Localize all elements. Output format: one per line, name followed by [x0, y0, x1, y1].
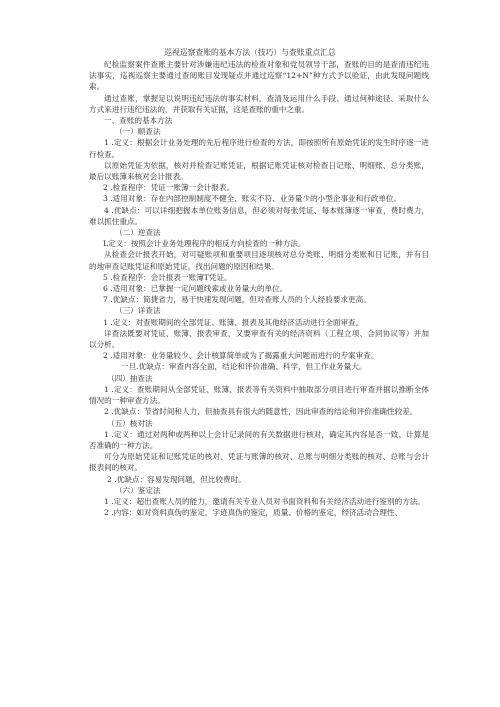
list-item: 2 .优缺点：容易发现问题，但比较费时。 — [107, 474, 246, 484]
list-item: 7 .优缺点：简捷省力，易于快速发现问题，但对查账人员的个人经验要求更高。 — [103, 295, 371, 305]
subsection-heading: （四）抽查法 — [107, 373, 153, 383]
list-item: 1 .定义：对查账期间的全部凭证、账簿、报表及其他经济活动进行全面审查。 — [103, 317, 364, 327]
paragraph: 纪检监察案件查账主要针对涉嫌违纪违法的检查对象和党员领导干部，查账的目的是查清违纪违法事实，巡视巡察主要通过查阅账目发现疑点并通过巡察“12+N”种方式予以验证，由此发现问题线索。 — [89, 60, 429, 92]
document-body — [89, 59, 429, 518]
list-item: 2 .检查程序：凭证一账簿一会计报表。 — [103, 183, 235, 193]
section-heading: 一、查账的基本方法 — [104, 116, 173, 126]
list-item: 6 .适用对象：已掌握一定问题线索或业务量大的单位。 — [103, 284, 288, 294]
list-item: 1 .定义：根据会计业务处理的先后程序进行检查的方法，即按照所有原始凭证的发生时序逐一进行检查。 — [89, 138, 429, 159]
list-item: L定义：按照会计业务处理程序的相反方向检查的一种方法。 — [103, 239, 306, 249]
list-item: 2 .优缺点：节省时间和人力，但抽查具有很大的随意性，因此审查的结论和评价准确性较差。 — [104, 407, 418, 417]
list-item: 一旦.优缺点：审查内容全面，结论和评价准确、科学，但工作业务量大。 — [121, 362, 367, 372]
list-item: 1 .定义：超出查账人员的能力，邀请有关专业人员对书面资料和有关经济活动进行鉴别的方法。 — [104, 496, 425, 506]
paragraph: 可分为原始凭证和记账凭证的核对、凭证与账簿的核对、总账与明细分类账的核对、总账与会计报表间的核对。 — [89, 452, 429, 473]
paragraph: 通过查账，掌握足以说明违纪违法的事实材料，查清及运用什么手段、通过何种途径、采取什么方式来进行违纪违法的，并获取有关证据，这是查账的重中之重。 — [89, 93, 429, 114]
subsection-heading: （三）详查法 — [115, 306, 161, 316]
list-item: 4 .优缺点：可以详细把握本单位账务信息，但必须对每张凭证、每本账簿逐一审查，费时费力，难以抓住重点。 — [89, 205, 429, 226]
subsection-heading: （六）鉴定法 — [115, 485, 161, 495]
paragraph: 以原始凭证为依据，核对并检查记账凭证，根据记账凭证核对检查日记账、明细账、总分类账，最后以账簿来核对会计报表。 — [89, 160, 429, 182]
list-item: 3 .适用对象：存在内部控制制度不健全、账实不符、业务量少的小型企事业和行政单位。 — [103, 194, 402, 204]
list-item: 1 .定义：通过对两种或两种以上会计记录间的有关数据进行核对，确定其内容是否一致、计算是否准确的一种方法。 — [89, 429, 429, 450]
paragraph: 详查法既要对凭证、账簿、报表审查，又要审查有关的经济资料（工程立项、合同协议等）并加以分析。 — [89, 328, 429, 350]
subsection-heading: （一）顺查法 — [115, 127, 161, 137]
list-item: 5 .检查程序：会计报表一账簿T凭证。 — [103, 272, 232, 282]
subsection-heading: （二）逆查法 — [115, 228, 161, 238]
list-item: 1 .定义：查账期间从全部凭证、账簿、报表等有关资料中抽取部分项目进行审查并据以推断全体情况的一种审查方法。 — [89, 384, 429, 406]
document-title: 巡视巡察查账的基本方法（技巧）与查账重点汇总 — [164, 48, 336, 57]
subsection-heading: （五）核对法 — [107, 418, 153, 428]
paragraph: 从检查会计报表开始，对可疑账项和重要项目逐项核对总分类账、明细分类账和日记账，并有目的地审查记账凭证和原始凭证，找出问题的原因和结果。 — [89, 250, 429, 271]
list-item: 2 .适用对象：业务量较少、会计核算简单或为了揭露重大问题而进行的专案审查。 — [103, 351, 379, 361]
list-item: 2 .内容：如对资料真伪的鉴定，字迹真伪的鉴定，质量、价格的鉴定，经济活动合理性、 — [104, 508, 403, 518]
